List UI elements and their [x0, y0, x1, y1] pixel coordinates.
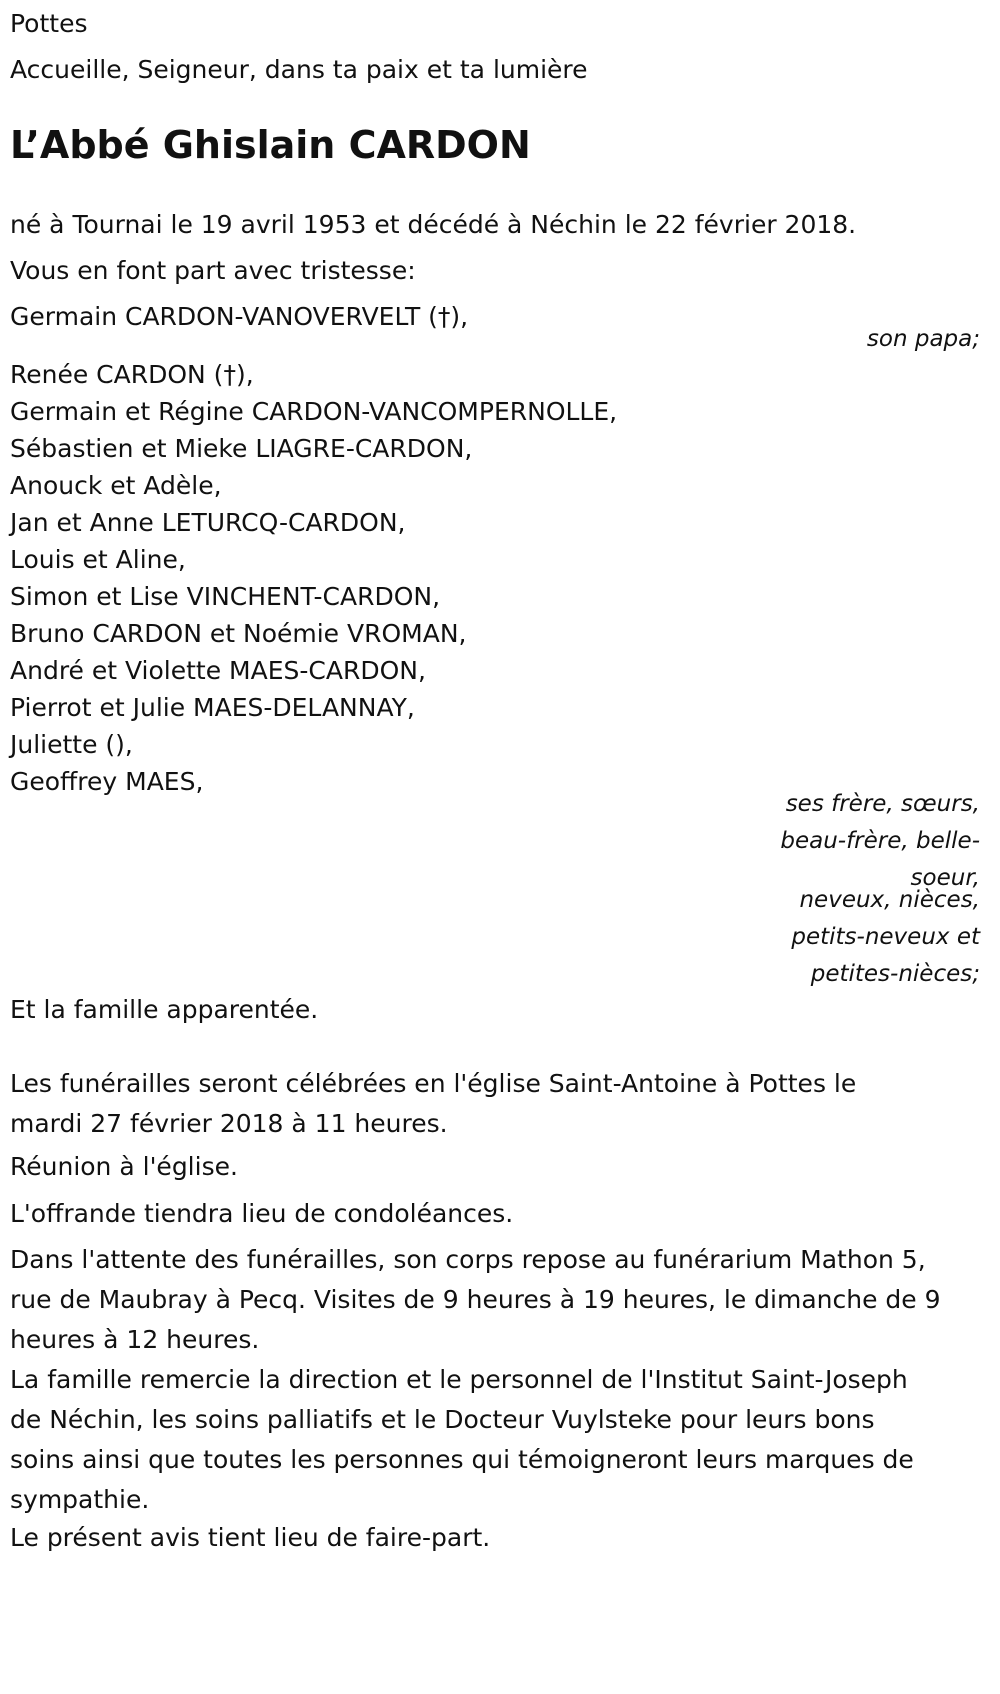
extended-family: Et la famille apparentée. [10, 995, 319, 1024]
father-relation: son papa; [866, 326, 980, 352]
funeral-paragraph [10, 1064, 990, 1144]
wake-line: heures à 12 heures. [10, 1325, 260, 1354]
family-member: Germain et Régine CARDON-VANCOMPERNOLLE, [10, 397, 618, 426]
prayer-text: Accueille, Seigneur, dans ta paix et ta lumière [10, 55, 588, 84]
family-father: Germain CARDON-VANOVERVELT (†), [10, 302, 469, 331]
family-member: Anouck et Adèle, [10, 471, 222, 500]
thanks-paragraph [10, 1360, 990, 1520]
announce-line: Vous en font part avec tristesse: [10, 256, 416, 285]
relation-line: neveux, nièces, [799, 887, 980, 913]
offering-line: L'offrande tiendra lieu de condoléances. [10, 1199, 514, 1228]
wake-line: rue de Maubray à Pecq. Visites de 9 heures à 19 heures, le dimanche de 9 [10, 1285, 941, 1314]
family-member: Renée CARDON (†), [10, 360, 254, 389]
deceased-name: L’Abbé Ghislain CARDON [10, 123, 531, 167]
meeting-line: Réunion à l'église. [10, 1152, 238, 1181]
family-member: Juliette (), [10, 730, 133, 759]
family-member: Jan et Anne LETURCQ-CARDON, [10, 508, 406, 537]
family-member: Pierrot et Julie MAES-DELANNAY, [10, 693, 415, 722]
family-member: Bruno CARDON et Noémie VROMAN, [10, 619, 467, 648]
funeral-line: mardi 27 février 2018 à 11 heures. [10, 1109, 448, 1138]
family-member: Simon et Lise VINCHENT-CARDON, [10, 582, 441, 611]
family-member: Geoffrey MAES, [10, 767, 204, 796]
relation-line: petites-nièces; [810, 961, 980, 987]
thanks-line: La famille remercie la direction et le personnel de l'Institut Saint-Joseph [10, 1365, 908, 1394]
wake-line: Dans l'attente des funérailles, son corps repose au funérarium Mathon 5, [10, 1245, 926, 1274]
obituary-notice [10, 0, 990, 1694]
birth-death-line: né à Tournai le 19 avril 1953 et décédé à Néchin le 22 février 2018. [10, 210, 857, 239]
wake-paragraph [10, 1240, 990, 1360]
family-member: Louis et Aline, [10, 545, 186, 574]
location-label: Pottes [10, 9, 88, 38]
thanks-line: sympathie. [10, 1485, 150, 1514]
funeral-line: Les funérailles seront célébrées en l'église Saint-Antoine à Pottes le [10, 1069, 857, 1098]
notice-line: Le présent avis tient lieu de faire-part. [10, 1523, 491, 1552]
relation-line: soeur, [910, 865, 980, 891]
family-member: Sébastien et Mieke LIAGRE-CARDON, [10, 434, 473, 463]
relation-line: petits-neveux et [791, 924, 980, 950]
relation-line: beau-frère, belle- [780, 828, 980, 854]
thanks-line: soins ainsi que toutes les personnes qui témoigneront leurs marques de [10, 1445, 914, 1474]
thanks-line: de Néchin, les soins palliatifs et le Docteur Vuylsteke pour leurs bons [10, 1405, 875, 1434]
relation-line: ses frère, sœurs, [785, 791, 980, 817]
family-member: André et Violette MAES-CARDON, [10, 656, 426, 685]
